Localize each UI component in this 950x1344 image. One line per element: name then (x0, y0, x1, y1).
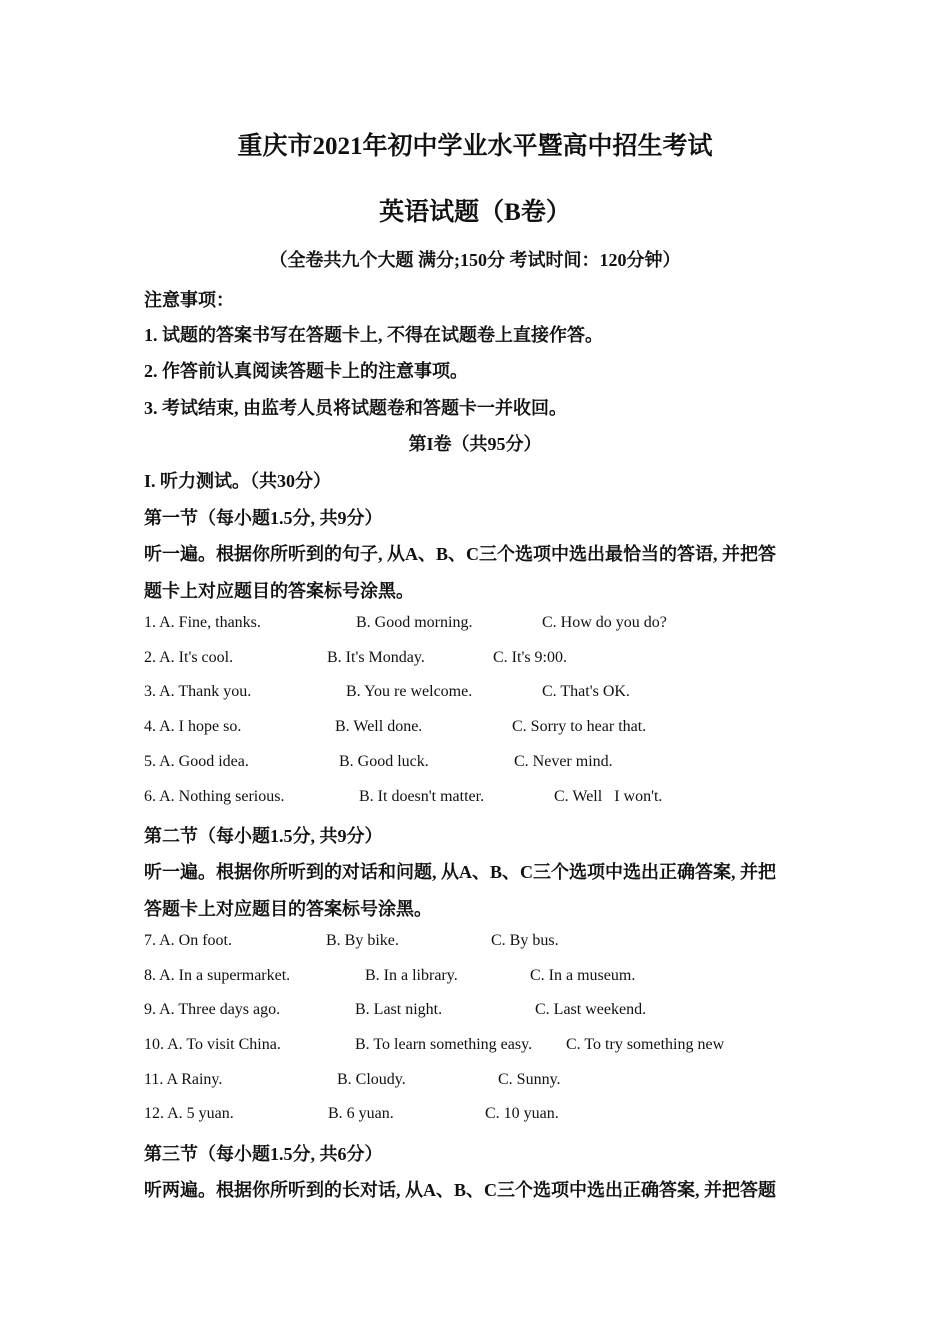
option-b: B. To learn something easy. (355, 1036, 533, 1053)
option-c: C. How do you do? (542, 614, 667, 631)
option-c: C. 10 yuan. (485, 1105, 559, 1122)
option-b: B. In a library. (365, 967, 458, 984)
note-item: 2. 作答前认真阅读答题卡上的注意事项。 (144, 361, 468, 381)
option-b: B. It doesn't matter. (359, 788, 485, 805)
option-a: 7. A. On foot. (144, 932, 232, 949)
option-a: 4. A. I hope so. (144, 718, 242, 735)
option-c: C. Sorry to hear that. (512, 718, 647, 735)
option-c: C. To try something new (566, 1036, 725, 1053)
section-title: 第一节（每小题1.5分, 共9分） (144, 508, 383, 528)
option-a: 6. A. Nothing serious. (144, 788, 285, 805)
option-b: B. You re welcome. (346, 683, 473, 700)
option-b: B. Cloudy. (337, 1071, 406, 1088)
option-a: 10. A. To visit China. (144, 1036, 281, 1053)
option-c: C. Last weekend. (535, 1001, 647, 1018)
exam-info: （全卷共九个大题 满分;150分 考试时间：120分钟） (269, 250, 681, 270)
option-a: 12. A. 5 yuan. (144, 1105, 234, 1122)
option-c: C. Well I won't. (554, 788, 663, 805)
section-instruction: 听一遍。根据你所听到的句子, 从A、B、C三个选项中选出最恰当的答语, 并把答 (144, 544, 777, 564)
section-title: 第三节（每小题1.5分, 共6分） (144, 1144, 383, 1164)
option-a: 5. A. Good idea. (144, 753, 249, 770)
option-a: 11. A Rainy. (144, 1071, 223, 1088)
option-c: C. It's 9:00. (493, 649, 567, 666)
option-c: C. In a museum. (530, 967, 636, 984)
option-a: 3. A. Thank you. (144, 683, 252, 700)
volume-heading: 第I卷（共95分） (408, 434, 542, 454)
note-item: 1. 试题的答案书写在答题卡上, 不得在试题卷上直接作答。 (144, 325, 603, 345)
exam-subtitle: 英语试题（B卷） (379, 199, 571, 226)
option-c: C. Sunny. (498, 1071, 561, 1088)
option-b: B. Well done. (335, 718, 423, 735)
exam-title: 重庆市2021年初中学业水平暨高中招生考试 (237, 133, 713, 160)
section-instruction: 听两遍。根据你所听到的长对话, 从A、B、C三个选项中选出正确答案, 并把答题 (144, 1180, 777, 1200)
section-instruction: 题卡上对应题目的答案标号涂黑。 (144, 581, 414, 601)
option-b: B. Good luck. (339, 753, 429, 770)
option-b: B. 6 yuan. (328, 1105, 394, 1122)
option-b: B. Good morning. (356, 614, 473, 631)
note-item: 3. 考试结束, 由监考人员将试题卷和答题卡一并收回。 (144, 398, 567, 418)
section-instruction: 听一遍。根据你所听到的对话和问题, 从A、B、C三个选项中选出正确答案, 并把 (144, 862, 777, 882)
option-a: 2. A. It's cool. (144, 649, 234, 666)
option-a: 9. A. Three days ago. (144, 1001, 281, 1018)
option-b: B. Last night. (355, 1001, 443, 1018)
option-a: 1. A. Fine, thanks. (144, 614, 261, 631)
option-c: C. That's OK. (542, 683, 630, 700)
part-title: I. 听力测试。（共30分） (144, 471, 332, 491)
notes-heading: 注意事项： (144, 290, 234, 310)
section-title: 第二节（每小题1.5分, 共9分） (144, 826, 383, 846)
section-instruction: 答题卡上对应题目的答案标号涂黑。 (144, 899, 432, 919)
option-b: B. It's Monday. (327, 649, 425, 666)
option-c: C. Never mind. (514, 753, 613, 770)
option-c: C. By bus. (491, 932, 559, 949)
option-a: 8. A. In a supermarket. (144, 967, 291, 984)
option-b: B. By bike. (326, 932, 399, 949)
